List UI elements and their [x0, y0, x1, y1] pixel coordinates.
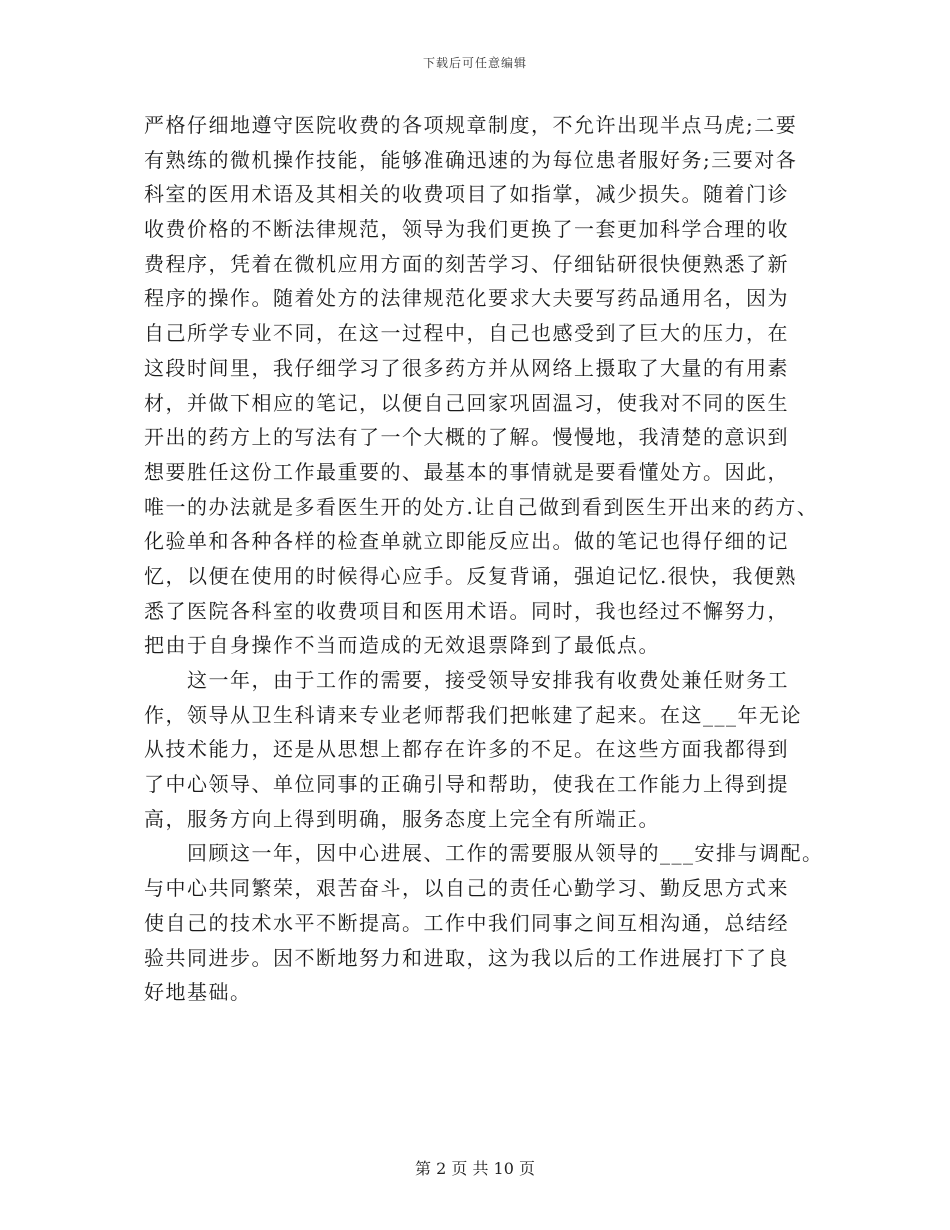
text-line: 化验单和各种各样的检查单就立即能反应出。做的笔记也得仔细的记 — [144, 529, 789, 554]
text-line: 高，服务方向上得到明确，服务态度上完全有所端正。 — [144, 806, 660, 831]
text-line: 与中心共同繁荣，艰苦奋斗，以自己的责任心勤学习、勤反思方式来 — [144, 876, 789, 901]
text-line: 唯一的办法就是多看医生开的处方.让自己做到看到医生开出来的药方、 — [144, 494, 819, 519]
text-line: 程序的操作。随着处方的法律规范化要求大夫要写药品通用名，因为 — [144, 286, 789, 311]
page-number-footer: 第 2 页 共 10 页 — [415, 1159, 535, 1178]
text-line: 严格仔细地遵守医院收费的各项规章制度，不允许出现半点马虎;二要 — [144, 113, 798, 137]
text-line: 收费价格的不断法律规范，领导为我们更换了一套更加科学合理的收 — [144, 217, 789, 242]
text-line: 作，领导从卫生科请来专业老师帮我们把帐建了起来。在这___年无论 — [144, 702, 802, 727]
text-line: 回顾这一年，因中心进展、工作的需要服从领导的___安排与调配。 — [144, 841, 824, 866]
text-line: 费程序，凭着在微机应用方面的刻苦学习、仔细钻研很快便熟悉了新 — [144, 251, 789, 276]
text-line: 使自己的技术水平不断提高。工作中我们同事之间互相沟通，总结经 — [144, 910, 789, 935]
text-line: 开出的药方上的写法有了一个大概的了解。慢慢地，我清楚的意识到 — [144, 425, 789, 450]
text-line: 忆，以便在使用的时候得心应手。反复背诵，强迫记忆.很快，我便熟 — [144, 563, 797, 588]
text-line: 这段时间里，我仔细学习了很多药方并从网络上摄取了大量的有用素 — [144, 355, 789, 380]
page-header: 下载后可任意编辑 — [422, 56, 527, 70]
document-body — [144, 108, 824, 1010]
text-line: 想要胜任这份工作最重要的、最基本的事情就是要看懂处方。因此， — [144, 459, 789, 484]
text-line: 把由于自身操作不当而造成的无效退票降到了最低点。 — [144, 633, 660, 658]
text-line: 材，并做下相应的笔记，以便自己回家巩固温习，使我对不同的医生 — [144, 390, 789, 415]
text-line: 验共同进步。因不断地努力和进取，这为我以后的工作进展打下了良 — [144, 945, 789, 970]
text-line: 自己所学专业不同，在这一过程中，自己也感受到了巨大的压力，在 — [144, 321, 789, 346]
text-line: 好地基础。 — [144, 980, 252, 1005]
text-line: 了中心领导、单位同事的正确引导和帮助，使我在工作能力上得到提 — [144, 772, 789, 797]
text-line: 科室的医用术语及其相关的收费项目了如指掌，减少损失。随着门诊 — [144, 182, 789, 207]
text-line: 这一年，由于工作的需要，接受领导安排我有收费处兼任财务工 — [144, 668, 789, 692]
text-line: 有熟练的微机操作技能，能够准确迅速的为每位患者服好务;三要对各 — [144, 147, 798, 172]
text-line: 从技术能力，还是从思想上都存在许多的不足。在这些方面我都得到 — [144, 737, 789, 762]
text-line: 悉了医院各科室的收费项目和医用术语。同时，我也经过不懈努力， — [144, 598, 789, 623]
